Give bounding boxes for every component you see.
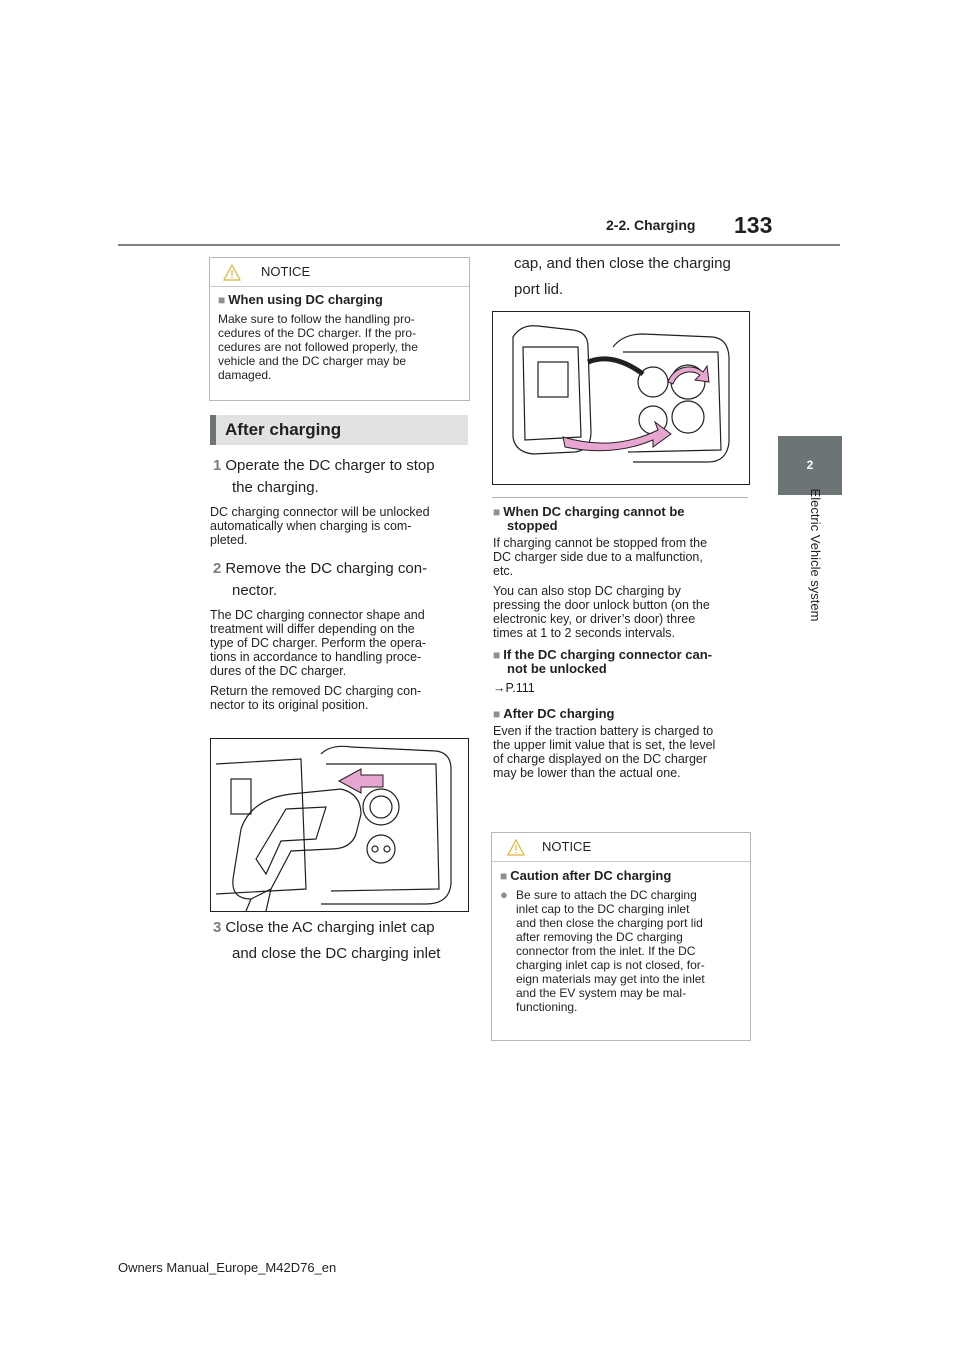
square-bullet-icon: ■ (493, 707, 501, 721)
square-bullet-icon: ■ (218, 293, 226, 307)
notice-box-caution (491, 832, 751, 1041)
notice-subheading: Caution after DC charging (510, 868, 672, 883)
right-column-content: ■ When DC charging cannot be stopped If charging cannot be stopped from the DC charger side due to a malfunction, etc. You can also stop DC charging by pressing the door unlock button (on the electronic key, or driver’s door) three times at 1 to 2 seconds intervals. ■ If the DC charging connector can- not be unlocked →P.111 ■ After DC charging Even if the traction battery is charged to the upper limit value that is set, the level of charge displayed on the DC charger may be lower than the actual one. (493, 505, 753, 780)
warning-triangle-icon (507, 839, 525, 856)
step-2-note: The DC charging connector shape and treatment will differ depending on the type of DC charger. Perform the opera- tions in accordance to handling proce- dures of the DC charger. Return the removed DC charging con- nector to its original position. (210, 608, 427, 712)
step-1-note: DC charging connector will be unlocked automatically when charging is com- pleted. (210, 505, 430, 547)
header-divider (118, 244, 840, 246)
step-3-continued: cap, and then close the charging port lid. (514, 255, 731, 298)
page-reference-link[interactable]: →P.111 (493, 681, 535, 695)
port-lid-drawing (493, 312, 749, 484)
notice-title: NOTICE (261, 264, 311, 279)
illustration-close-port-lid (492, 311, 750, 485)
section-heading-after-charging: After charging (210, 415, 468, 445)
chapter-tab: 2 (778, 436, 842, 495)
paragraph-door-unlock: You can also stop DC charging by pressing the door unlock button (on the electronic key, or driver’s door) three times at 1 to 2 seconds intervals. (493, 584, 710, 640)
notice-text: Make sure to follow the handling pro- cedures of the DC charger. If the pro- cedures are not followed properly, the vehicle and the DC charger may be damaged. (218, 312, 418, 382)
warning-triangle-icon (223, 264, 241, 281)
notice-box-dc-charging (209, 257, 470, 401)
paragraph-after-dc: Even if the traction battery is charged to the upper limit value that is set, the level of charge displayed on the DC charger may be lower than the actual one. (493, 724, 716, 780)
section-title: 2-2. Charging (606, 217, 696, 233)
illustration-remove-connector (210, 738, 469, 912)
step-3: 3 Close the AC charging inlet cap and close the DC charging inlet (213, 919, 441, 962)
step-2: 2 Remove the DC charging con- nector. (213, 560, 428, 599)
notice-subheading: When using DC charging (228, 292, 383, 307)
column-divider (492, 497, 748, 498)
notice-title: NOTICE (542, 839, 592, 854)
connector-removal-drawing (211, 739, 468, 911)
square-bullet-icon: ■ (493, 648, 501, 662)
square-bullet-icon: ■ (493, 505, 501, 519)
round-bullet-icon: ● (500, 887, 508, 902)
square-bullet-icon: ■ (500, 869, 508, 883)
page-number: 133 (734, 212, 773, 238)
footer-document-id: Owners Manual_Europe_M42D76_en (118, 1260, 337, 1275)
notice-bullet-item: ● Be sure to attach the DC charging inlet cap to the DC charging inlet and then close the charging port lid after removing the DC charging connector from the inlet. If the DC charging inlet cap is not closed, for- eign materials may get into the inlet and the EV system may be mal- functioning. (500, 887, 705, 1014)
step-1: 1 Operate the DC charger to stop the charging. (213, 457, 435, 496)
chapter-label: Electric Vehicle system (808, 488, 823, 622)
paragraph-cannot-stop: If charging cannot be stopped from the DC charger side due to a malfunction, etc. (493, 536, 708, 578)
